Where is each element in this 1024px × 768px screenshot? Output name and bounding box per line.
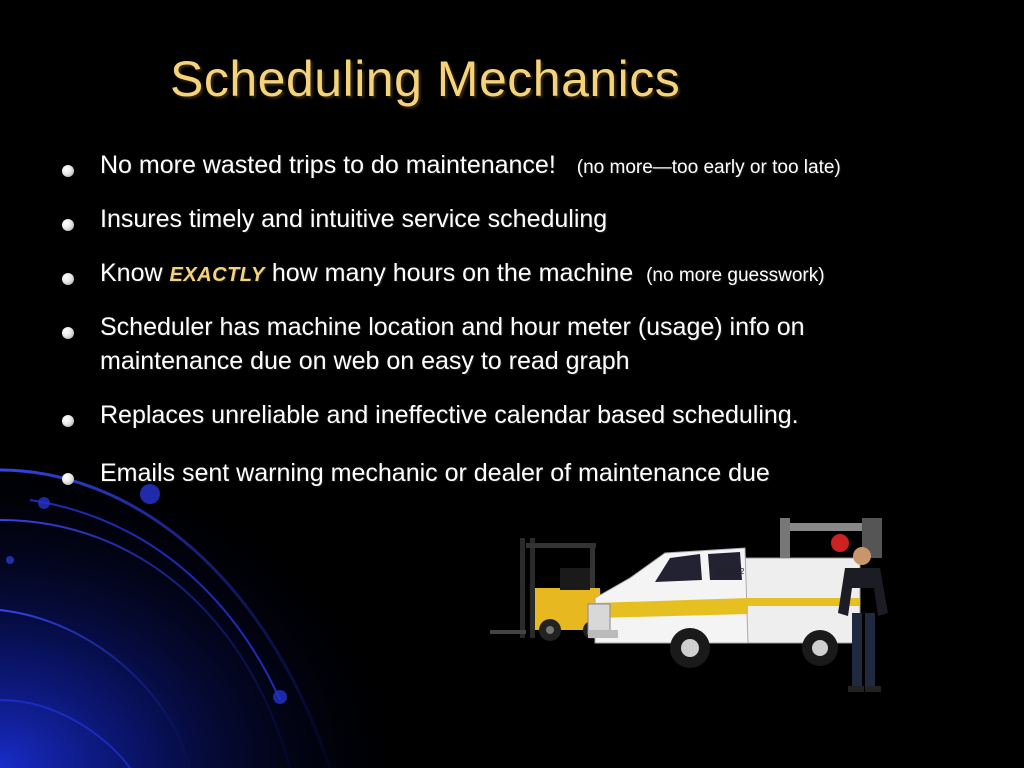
service-truck-icon — [588, 518, 882, 668]
bullet-dot-icon — [62, 415, 74, 427]
bullet-prefix: Know — [100, 259, 163, 287]
bullet-main-text: No more wasted trips to do maintenance! — [100, 151, 556, 179]
bullet-line: Scheduler has machine location and hour meter (usage) info on — [100, 313, 805, 341]
forklift-icon — [490, 538, 602, 641]
bullet-note: (no more guesswork) — [646, 265, 825, 286]
bullet-text: Emails sent warning mechanic or dealer of maintenance due — [100, 459, 770, 487]
bullet-dot-icon — [62, 165, 74, 177]
slide-title: Scheduling Mechanics — [170, 51, 681, 107]
bullet-text — [100, 148, 960, 185]
bullet-emphasis: EXACTLY — [169, 264, 265, 286]
bullet-dot-icon — [62, 327, 74, 339]
bullet-main-text: how many hours on the machine — [271, 259, 634, 287]
bullet-text — [100, 256, 960, 293]
bullet-text — [100, 310, 960, 378]
bullet-note: (no more—too early or too late) — [576, 157, 841, 178]
bullet-dot-icon — [62, 473, 74, 485]
truck-number: 99-1312 — [715, 567, 745, 576]
bullet-text: Replaces unreliable and ineffective calendar based scheduling. — [100, 401, 799, 429]
service-truck-forklift-mechanic-illustration — [490, 518, 910, 700]
bullet-dot-icon — [62, 273, 74, 285]
bullet-text: Insures timely and intuitive service scheduling — [100, 205, 608, 233]
bullet-line: maintenance due on web on easy to read graph — [100, 347, 630, 375]
bullet-dot-icon — [62, 219, 74, 231]
